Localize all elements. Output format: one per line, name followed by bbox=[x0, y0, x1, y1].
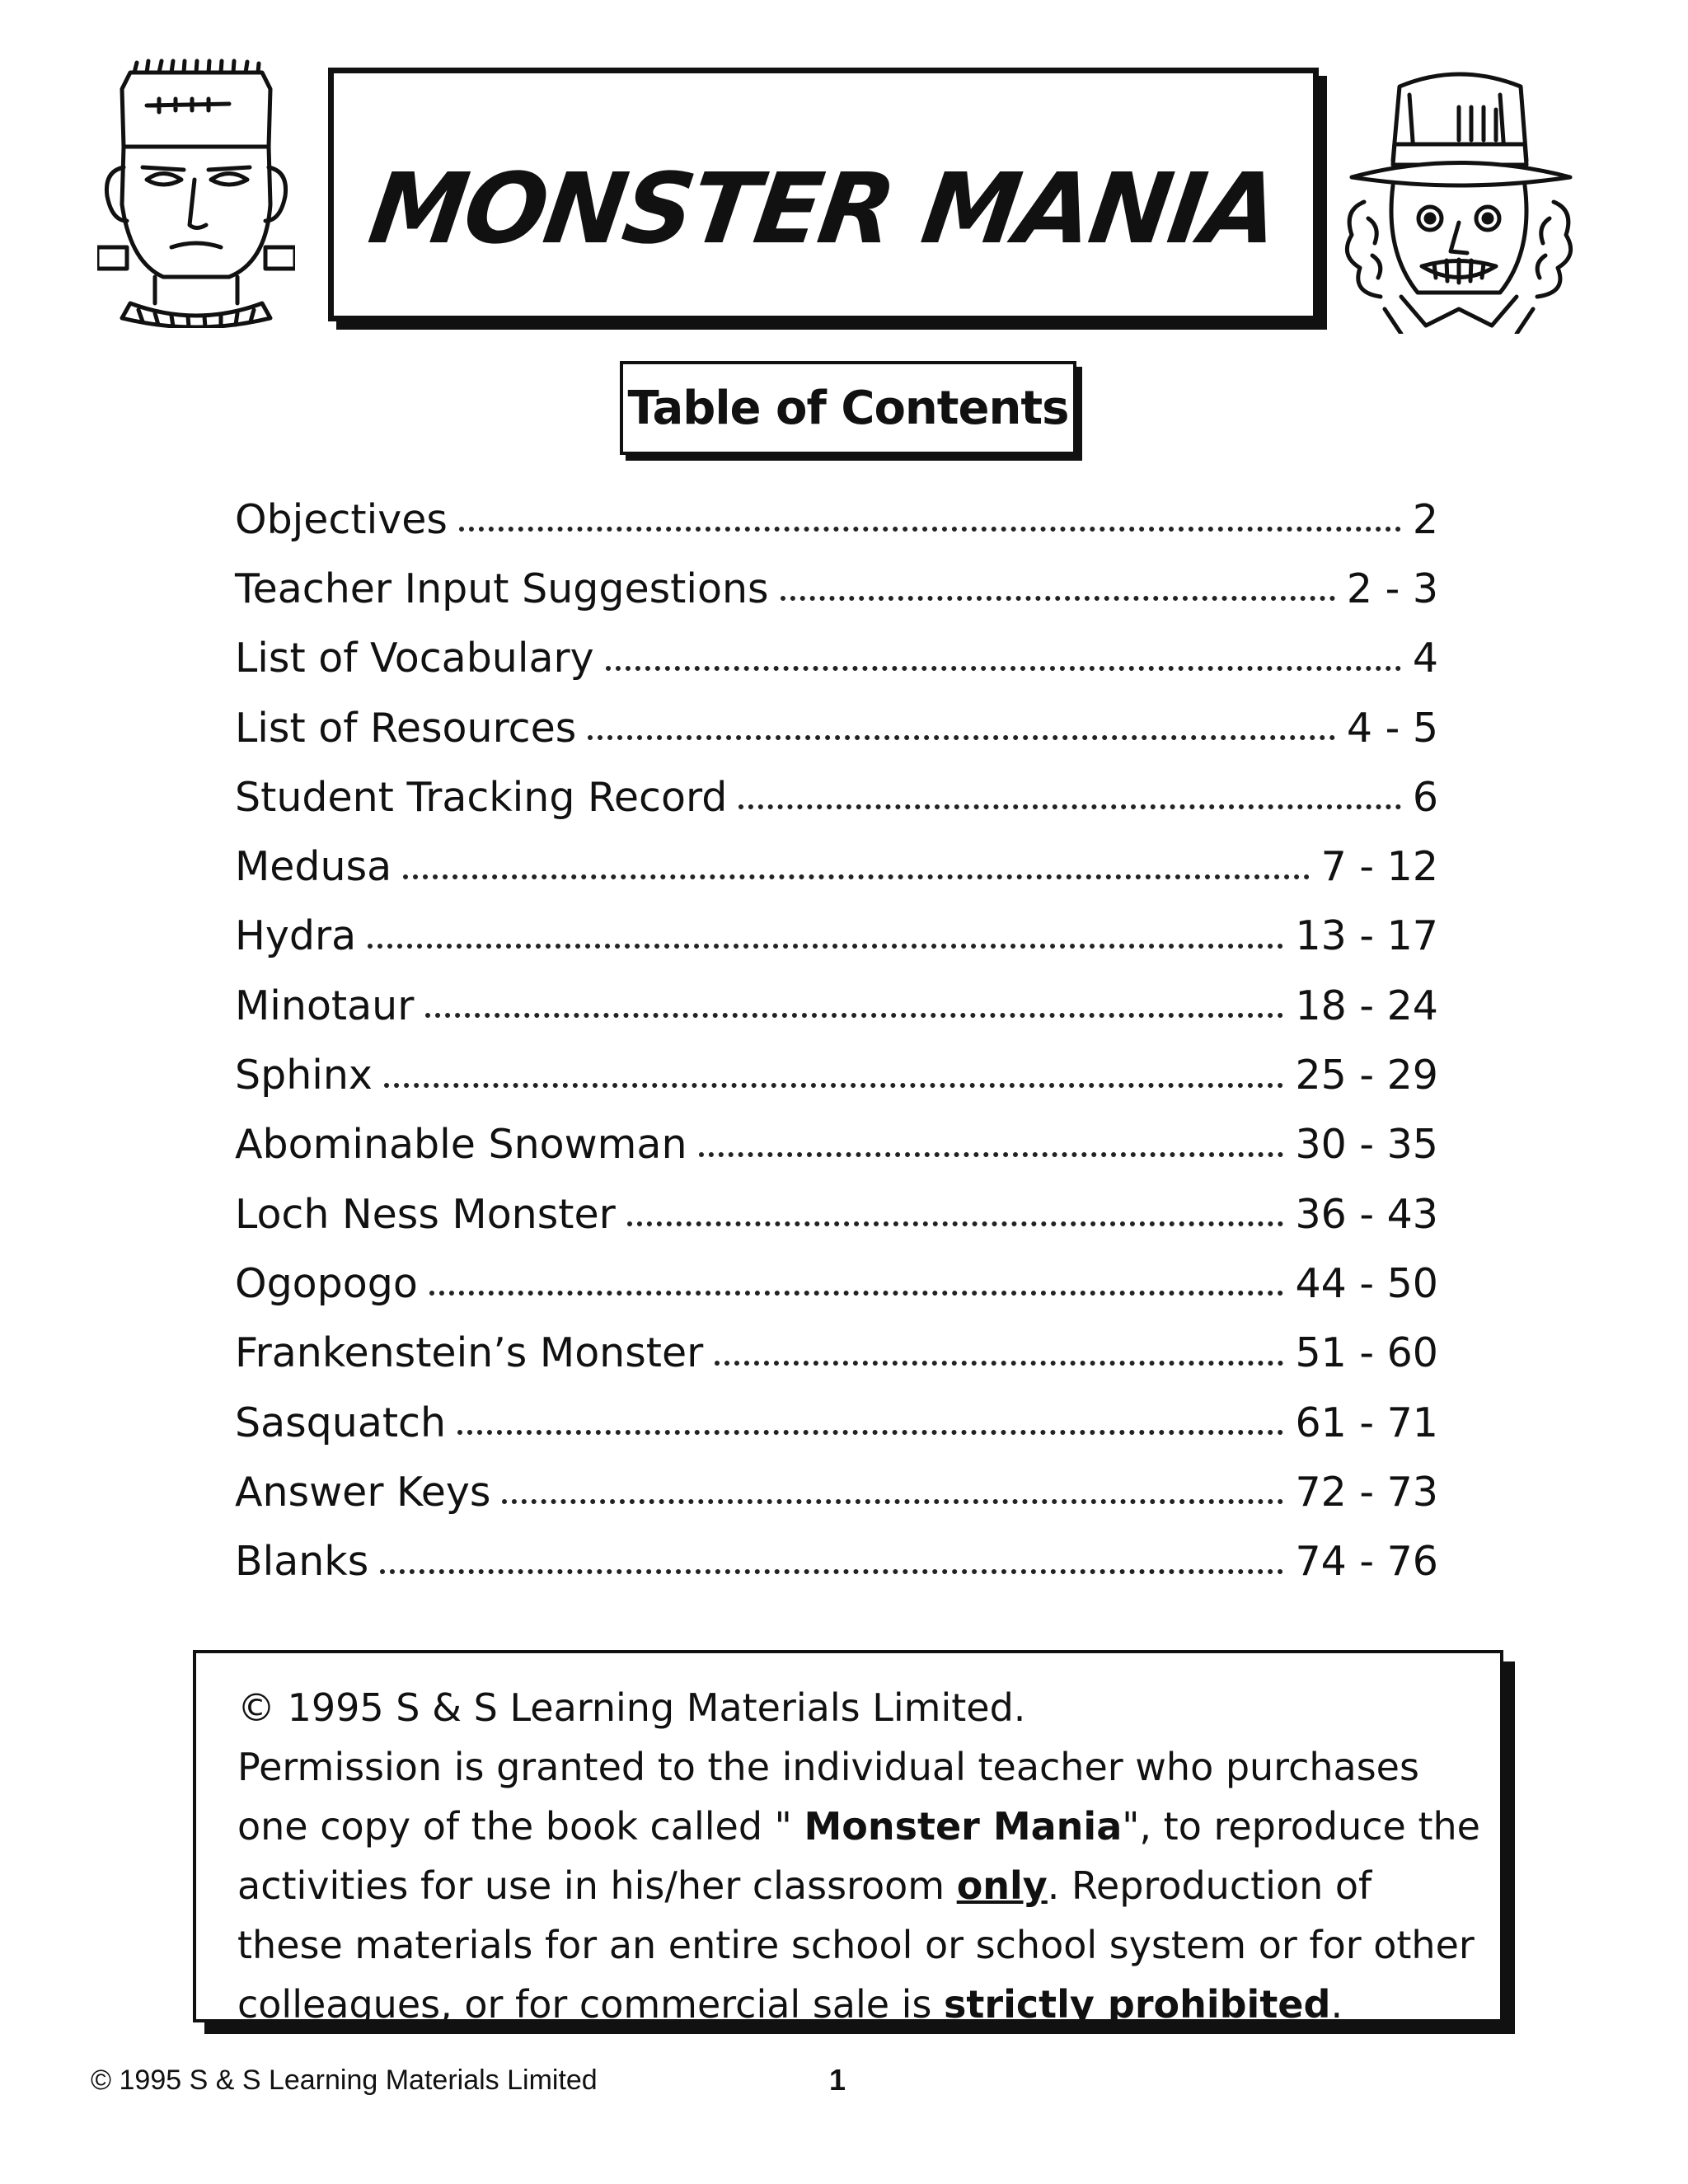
toc-leader-dots bbox=[457, 1430, 1283, 1435]
toc-entry-label: List of Vocabulary bbox=[235, 635, 594, 682]
toc-entry-label: Frankenstein’s Monster bbox=[235, 1329, 704, 1377]
toc-entry-label: Sasquatch bbox=[235, 1399, 447, 1446]
toc-entry bbox=[235, 1319, 1438, 1388]
toc-entry-label: Loch Ness Monster bbox=[235, 1190, 616, 1238]
only-emphasis: only bbox=[956, 1863, 1048, 1908]
toc-entry bbox=[235, 762, 1438, 832]
toc-entry bbox=[235, 1110, 1438, 1179]
toc-entry-label: Answer Keys bbox=[235, 1468, 491, 1516]
toc-entry-label: List of Resources bbox=[235, 704, 577, 752]
toc-entry bbox=[235, 485, 1438, 554]
permission-text: colleagues, or for commercial sale is bbox=[237, 1982, 945, 2027]
toc-entry bbox=[235, 902, 1438, 971]
toc-entry bbox=[235, 971, 1438, 1040]
frankenstein-head-illustration bbox=[97, 56, 295, 328]
toc-entry-label: Student Tracking Record bbox=[235, 773, 728, 821]
toc-entry-pages: 7 - 12 bbox=[1320, 843, 1438, 891]
toc-leader-dots bbox=[606, 666, 1401, 671]
toc-entry-label: Sphinx bbox=[235, 1052, 373, 1099]
toc-entry bbox=[235, 832, 1438, 901]
toc-leader-dots bbox=[738, 804, 1400, 809]
permission-line bbox=[237, 1797, 1480, 1856]
toc-entry bbox=[235, 1179, 1438, 1249]
toc-leader-dots bbox=[429, 1291, 1284, 1296]
toc-entry-pages: 44 - 50 bbox=[1295, 1259, 1438, 1307]
toc-entry-label: Abominable Snowman bbox=[235, 1121, 687, 1169]
toc-leader-dots bbox=[699, 1152, 1284, 1157]
toc-leader-dots bbox=[425, 1013, 1283, 1018]
toc-list bbox=[235, 485, 1438, 1596]
permission-copyright-line: © 1995 S & S Learning Materials Limited. bbox=[237, 1685, 1026, 1730]
toc-entry bbox=[235, 1457, 1438, 1526]
toc-heading-box bbox=[620, 361, 1076, 455]
toc-entry-label: Hydra bbox=[235, 912, 357, 960]
toc-entry bbox=[235, 1040, 1438, 1109]
permission-line: these materials for an entire school or school system or for other bbox=[237, 1923, 1475, 1967]
book-name-bold: Monster Mania bbox=[804, 1804, 1123, 1849]
toc-entry-label: Objectives bbox=[235, 495, 448, 543]
toc-leader-dots bbox=[627, 1221, 1284, 1226]
toc-leader-dots bbox=[380, 1569, 1283, 1574]
permission-text: one copy of the book called " bbox=[237, 1804, 804, 1849]
toc-entry-pages: 4 bbox=[1412, 635, 1438, 682]
toc-entry-pages: 61 - 71 bbox=[1295, 1399, 1438, 1446]
toc-entry-label: Blanks bbox=[235, 1538, 369, 1586]
toc-entry-label: Minotaur bbox=[235, 982, 415, 1029]
permission-text: . Reproduction of bbox=[1047, 1863, 1372, 1908]
toc-leader-dots bbox=[459, 527, 1401, 532]
toc-entry bbox=[235, 1249, 1438, 1318]
toc-entry-pages: 2 bbox=[1412, 495, 1438, 543]
toc-entry-pages: 18 - 24 bbox=[1295, 982, 1438, 1029]
permission-text: activities for use in his/her classroom bbox=[237, 1863, 957, 1908]
toc-entry bbox=[235, 1388, 1438, 1457]
toc-entry-label: Ogopogo bbox=[235, 1259, 418, 1307]
permission-notice-box bbox=[193, 1650, 1503, 2027]
permission-line bbox=[237, 1856, 1467, 1915]
toc-entry bbox=[235, 693, 1438, 762]
permission-line: Permission is granted to the individual teacher who purchases bbox=[237, 1745, 1419, 1789]
toc-entry-pages: 6 bbox=[1412, 773, 1438, 821]
toc-leader-dots bbox=[502, 1499, 1283, 1504]
toc-leader-dots bbox=[368, 944, 1283, 949]
toc-heading: Table of Contents bbox=[627, 381, 1069, 435]
hat-monster-head-illustration bbox=[1335, 62, 1582, 334]
toc-leader-dots bbox=[403, 874, 1310, 879]
strictly-prohibited-emphasis: strictly prohibited bbox=[944, 1982, 1331, 2027]
toc-leader-dots bbox=[588, 735, 1335, 740]
toc-leader-dots bbox=[781, 596, 1335, 601]
toc-entry-label: Medusa bbox=[235, 843, 392, 891]
toc-leader-dots bbox=[715, 1361, 1283, 1366]
toc-entry bbox=[235, 554, 1438, 623]
toc-entry-pages: 36 - 43 bbox=[1295, 1190, 1438, 1238]
toc-entry-label: Teacher Input Suggestions bbox=[235, 565, 769, 612]
toc-entry bbox=[235, 624, 1438, 693]
toc-leader-dots bbox=[384, 1083, 1284, 1088]
permission-line bbox=[237, 1975, 1467, 2034]
toc-entry-pages: 2 - 3 bbox=[1346, 565, 1438, 612]
footer-copyright: © 1995 S & S Learning Materials Limited bbox=[91, 2064, 598, 2096]
toc-entry-pages: 13 - 17 bbox=[1295, 912, 1438, 960]
toc-entry-pages: 74 - 76 bbox=[1295, 1538, 1438, 1586]
permission-text: ", to reproduce the bbox=[1122, 1804, 1480, 1849]
toc-entry-pages: 30 - 35 bbox=[1295, 1121, 1438, 1169]
title-box bbox=[328, 68, 1319, 321]
toc-entry bbox=[235, 1526, 1438, 1596]
toc-entry-pages: 51 - 60 bbox=[1295, 1329, 1438, 1377]
book-title: MONSTER MANIA bbox=[363, 152, 1284, 265]
toc-entry-pages: 4 - 5 bbox=[1346, 704, 1438, 752]
permission-text: . bbox=[1330, 1982, 1343, 2027]
toc-entry-pages: 72 - 73 bbox=[1295, 1468, 1438, 1516]
page-number: 1 bbox=[829, 2063, 846, 2097]
toc-entry-pages: 25 - 29 bbox=[1295, 1052, 1438, 1099]
